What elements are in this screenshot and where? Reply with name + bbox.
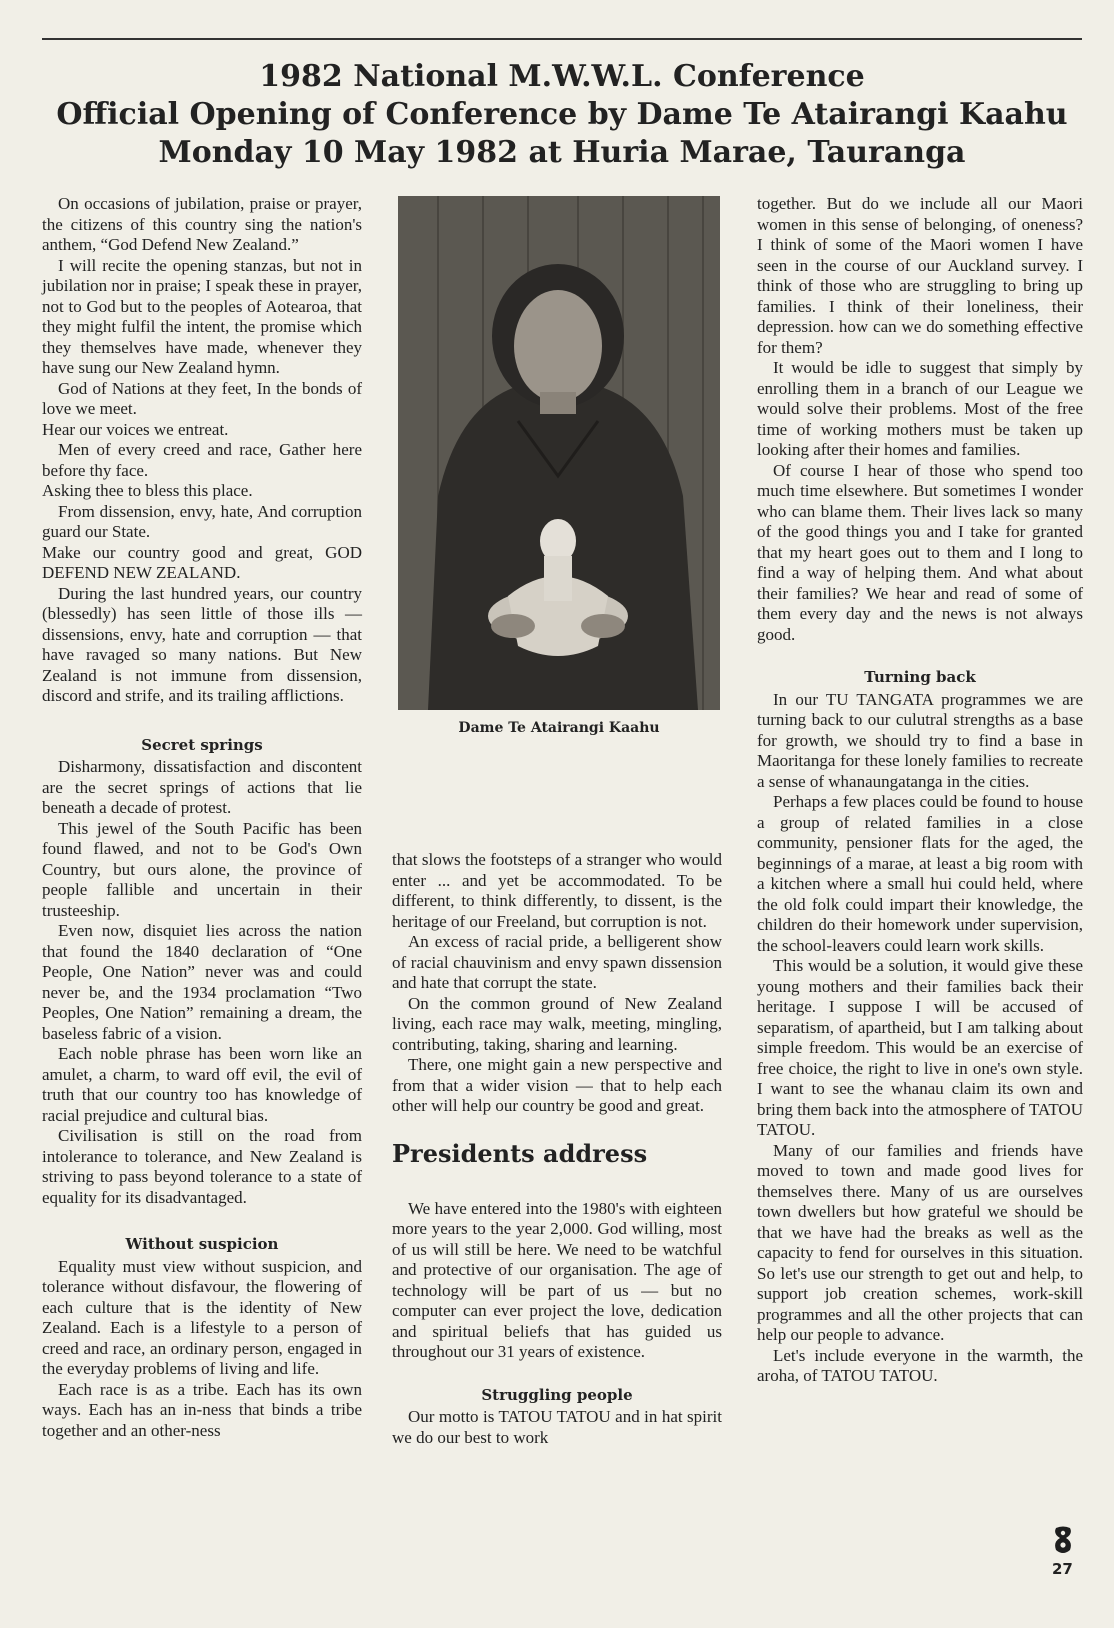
paragraph: I will recite the opening stanzas, but not in jubilation nor in praise; I speak these in prayer, not to God but to the peoples of Aotearoa, that they might fulfil the intent, the promise which they themselves have made, whenever they have sung our New Zealand hymn.: [42, 255, 362, 377]
article-column-3: [757, 194, 1083, 1387]
paragraph: There, one might gain a new perspective and from that a wider vision — that to help each other will help our country be good and great.: [392, 1055, 722, 1115]
paragraph: Even now, disquiet lies across the nation that found the 1840 declaration of “One People, One Nation” never was and could never be, and the 1934 proclamation “Two Peoples, One Nation” remaining a dream, the baseless fabric of a vision.: [42, 921, 362, 1043]
anthem-line: From dissension, envy, hate, And corruption guard our State.: [42, 501, 362, 541]
subheading-without-suspicion: Without suspicion: [125, 1235, 279, 1253]
headline-line-3: Monday 10 May 1982 at Huria Marae, Tauranga: [158, 135, 966, 170]
paragraph: Each race is as a tribe. Each has its own ways. Each has an in-ness that binds a tribe together and an other-ness: [42, 1379, 362, 1440]
paragraph: Our motto is TATOU TATOU and in hat spirit we do our best to work: [392, 1407, 722, 1447]
subheading-turning-back: Turning back: [864, 668, 976, 686]
paragraph: that slows the footsteps of a stranger who would enter ... and yet be accommodated. To be different, to think differently, to dissent, is the heritage of our Freeland, but corruption is not.: [392, 850, 722, 931]
headline-line-2: Official Opening of Conference by Dame Te Atairangi Kaahu: [56, 97, 1068, 132]
paragraph: Each noble phrase has been worn like an amulet, a charm, to ward off evil, the evil of truth that our country too has knowledge of racial prejudice and cultural bias.: [42, 1044, 362, 1125]
paragraph: Of course I hear of those who spend too much time elsewhere. But sometimes I wonder who can blame them. Their lives lack so many of the good things you and I take for granted that my heart goes out to them and I long to find a way of helping them. And what about their families? We hear and read of some of them every day and the news is not always good.: [757, 460, 1083, 644]
top-rule: [42, 38, 1082, 40]
paragraph: It would be idle to suggest that simply by enrolling them in a branch of our League we would solve their problems. Most of the free time of working mothers must be taken up looking after their homes and families.: [757, 358, 1083, 459]
anthem-line: Hear our voices we entreat.: [42, 419, 229, 439]
paragraph: Many of our families and friends have moved to town and made good lives for themselves there. Many of us are ourselves town dwellers but how grateful we should be that we have had the breaks as well as the capacity to fend for ourselves in this situation. So let's use our strength to get out and help, to support job creation schemes, work-skill programmes and all the other projects that can help our people to advance.: [757, 1140, 1083, 1344]
headline-line-1: 1982 National M.W.W.L. Conference: [259, 59, 865, 94]
paragraph: During the last hundred years, our country (blessedly) has seen little of those ills — dissensions, envy, hate and corruption — that have ravaged so many nations. But New Zealand is not immune from dissension, discord and strife, and its trailing afflictions.: [42, 583, 362, 705]
paragraph: Equality must view without suspicion, and tolerance without disfavour, the flowering of each culture that is the identity of New Zealand. Each is a lifestyle to a person of creed and race, an ordinary person, engaged in the everyday problems of living and life.: [42, 1256, 362, 1378]
page-number: 27: [1052, 1560, 1073, 1578]
subheading-secret-springs: Secret springs: [141, 735, 263, 754]
anthem-line: God of Nations at they feet, In the bonds of love we meet.: [42, 378, 362, 418]
league-logo-icon: [1052, 1526, 1074, 1556]
section-heading-presidents-address: Presidents address: [392, 1138, 648, 1168]
anthem-line: Men of every creed and race, Gather here before thy face.: [42, 440, 362, 480]
paragraph: On the common ground of New Zealand living, each race may walk, meeting, mingling, contributing, taking, sharing and learning.: [392, 993, 722, 1054]
portrait-photo: [398, 196, 720, 710]
paragraph: This jewel of the South Pacific has been found flawed, and not to be God's Own Country, but ours alone, the province of people fallible and uncertain in their trusteeship.: [42, 818, 362, 920]
paragraph: Let's include everyone in the warmth, the aroha, of TATOU TATOU.: [757, 1345, 1083, 1385]
paragraph: together. But do we include all our Maori women in this sense of belonging, of oneness? I think of some of the Maori women I have seen in the course of our Auckland survey. I think of those who are struggling to bring up families. I think of their loneliness, their depression. how can we do something effective for them?: [757, 194, 1083, 357]
article-column-2: [392, 850, 722, 1448]
paragraph: In our TU TANGATA programmes we are turning back to our culutral strengths as a base for growth, we should try to find a base in Maoritanga for these lonely families to recreate a sense of whanaungatanga in the cities.: [757, 689, 1083, 791]
portrait-illustration: [398, 196, 720, 710]
paragraph: Disharmony, dissatisfaction and discontent are the secret springs of actions that lie beneath a decade of protest.: [42, 757, 362, 817]
subheading-struggling-people: Struggling people: [481, 1385, 633, 1404]
headline: [42, 58, 1082, 172]
anthem-line: Asking thee to bless this place.: [42, 481, 253, 500]
paragraph: We have entered into the 1980's with eighteen more years to the year 2,000. God willing, most of us will still be here. We need to be watchful and protective of our organisation. The age of technology will be part of us — but no computer can ever project the love, dedication and spiritual beliefs that has guided us throughout our 31 years of existence.: [392, 1198, 722, 1361]
paragraph: Civilisation is still on the road from intolerance to tolerance, and New Zealand is striving to pass beyond tolerance to a state of equality for its disadvantaged.: [42, 1126, 362, 1207]
paragraph: An excess of racial pride, a belligerent show of racial chauvinism and envy spawn dissension and hate that corrupt the state.: [392, 932, 722, 992]
anthem-line: Make our country good and great, GOD DEFEND NEW ZEALAND.: [42, 542, 362, 582]
paragraph: Perhaps a few places could be found to house a group of related families in a close community, pensioner flats for the aged, the beginnings of a marae, at least a big room with a kitchen where a small hui could held, where the old folk could impart their knowledge, the children do their homework under supervision, the school-leavers could learn work skills.: [757, 792, 1083, 955]
paragraph: On occasions of jubilation, praise or prayer, the citizens of this country sing the nation's anthem, “God Defend New Zealand.”: [42, 194, 362, 254]
photo-caption: Dame Te Atairangi Kaahu: [458, 720, 660, 736]
article-column-1: [42, 194, 362, 1441]
paragraph: This would be a solution, it would give these young mothers and their families back their heritage. I suppose I will be accused of separatism, of apartheid, but I am talking about simple freedom. This would be an exercise of free choice, the right to live in one's own style. I want to see the whanau claim its own and bring them back into the atmosphere of TATOU TATOU.: [757, 956, 1083, 1139]
